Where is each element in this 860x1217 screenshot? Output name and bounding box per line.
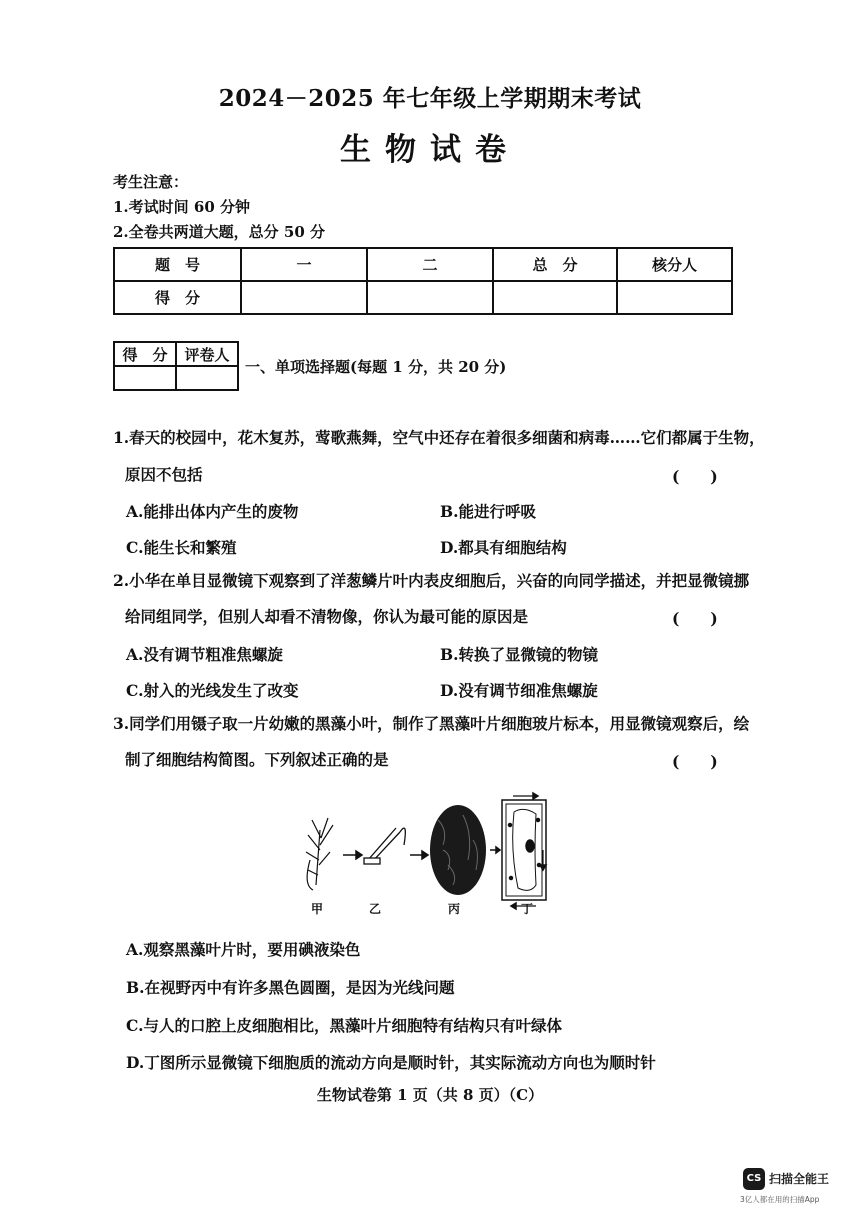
question-2-line2: 给同组同学，但别人却看不清物像，你认为最可能的原因是 (125, 607, 529, 626)
plant-cell-diagram (502, 793, 546, 909)
option-d: D.都具有细胞结构 (440, 538, 567, 557)
answer-paren: ( ) (672, 467, 718, 486)
question-2-line1: 2.小华在单目显微镜下观察到了洋葱鳞片叶内表皮细胞后，兴奋的向同学描述，并把显微镜挪 (113, 571, 750, 590)
grader-score-label: 得 分 (114, 342, 176, 366)
score-header-cell: 核分人 (617, 248, 732, 281)
note-item: 1.考试时间 60 分钟 (113, 198, 250, 216)
option-b: B.转换了显微镜的物镜 (440, 645, 598, 664)
score-header-cell: 一 (241, 248, 367, 281)
question-1-line1: 1.春天的校园中，花木复苏，莺歌燕舞，空气中还存在着很多细菌和病毒……它们都属于生物， (113, 428, 765, 447)
option-c: C.射入的光线发生了改变 (126, 681, 299, 700)
question-3-line1: 3.同学们用镊子取一片幼嫩的黑藻小叶，制作了黑藻叶片细胞玻片标本，用显微镜观察后，绘 (113, 714, 750, 733)
camscanner-logo-icon: CS (743, 1168, 765, 1190)
figure-label-jia: 甲 (311, 902, 324, 916)
score-cell (493, 281, 617, 314)
cell-diagram-figure (298, 790, 548, 930)
question-1-line2: 原因不包括 (125, 465, 203, 484)
grader-box (113, 341, 239, 391)
plant-sprig-icon (306, 818, 333, 890)
score-header-cell: 题 号 (114, 248, 241, 281)
score-cell (367, 281, 493, 314)
option-a: A.观察黑藻叶片时，要用碘液染色 (126, 940, 361, 959)
score-cell (617, 281, 732, 314)
score-cell (241, 281, 367, 314)
option-d: D.丁图所示显微镜下细胞质的流动方向是顺时针，其实际流动方向也为顺时针 (126, 1053, 656, 1072)
exam-title: 2024－2025 年七年级上学期期末考试 (218, 85, 642, 112)
figure-label-bing: 丙 (448, 902, 461, 916)
score-row-label: 得 分 (114, 281, 241, 314)
grader-name-cell (176, 366, 238, 390)
grader-score-cell (114, 366, 176, 390)
answer-paren: ( ) (672, 609, 718, 628)
score-table (113, 247, 733, 315)
arrow-icon (490, 847, 500, 853)
question-3-line2: 制了细胞结构简图。下列叙述正确的是 (125, 750, 389, 769)
figure-label-ding: 丁 (521, 902, 534, 916)
score-header-cell: 总 分 (493, 248, 617, 281)
option-b: B.在视野丙中有许多黑色圆圈，是因为光线问题 (126, 978, 455, 997)
grader-label: 评卷人 (176, 342, 238, 366)
figure-label-yi: 乙 (369, 902, 382, 916)
arrow-icon (410, 851, 428, 859)
option-a: A.能排出体内产生的废物 (126, 502, 299, 521)
score-header-cell: 二 (367, 248, 493, 281)
microscope-field-view (430, 805, 486, 895)
camscanner-name: 扫描全能王 (769, 1172, 830, 1186)
option-b: B.能进行呼吸 (440, 502, 536, 521)
arrow-icon (343, 851, 362, 859)
answer-paren: ( ) (672, 752, 718, 771)
option-d: D.没有调节细准焦螺旋 (440, 681, 598, 700)
note-item: 2.全卷共两道大题，总分 50 分 (113, 223, 325, 241)
option-a: A.没有调节粗准焦螺旋 (126, 645, 283, 664)
paper-subtitle: 生物试卷 (340, 132, 520, 168)
notes-heading: 考生注意： (113, 173, 189, 191)
tweezers-icon (364, 828, 405, 864)
option-c: C.与人的口腔上皮细胞相比，黑藻叶片细胞特有结构只有叶绿体 (126, 1016, 562, 1035)
section-title: 一、单项选择题(每题 1 分，共 20 分) (245, 358, 507, 376)
page-footer: 生物试卷第 1 页（共 8 页）（C） (316, 1086, 544, 1104)
option-c: C.能生长和繁殖 (126, 538, 237, 557)
camscanner-tagline: 3亿人都在用的扫描App (740, 1195, 820, 1204)
